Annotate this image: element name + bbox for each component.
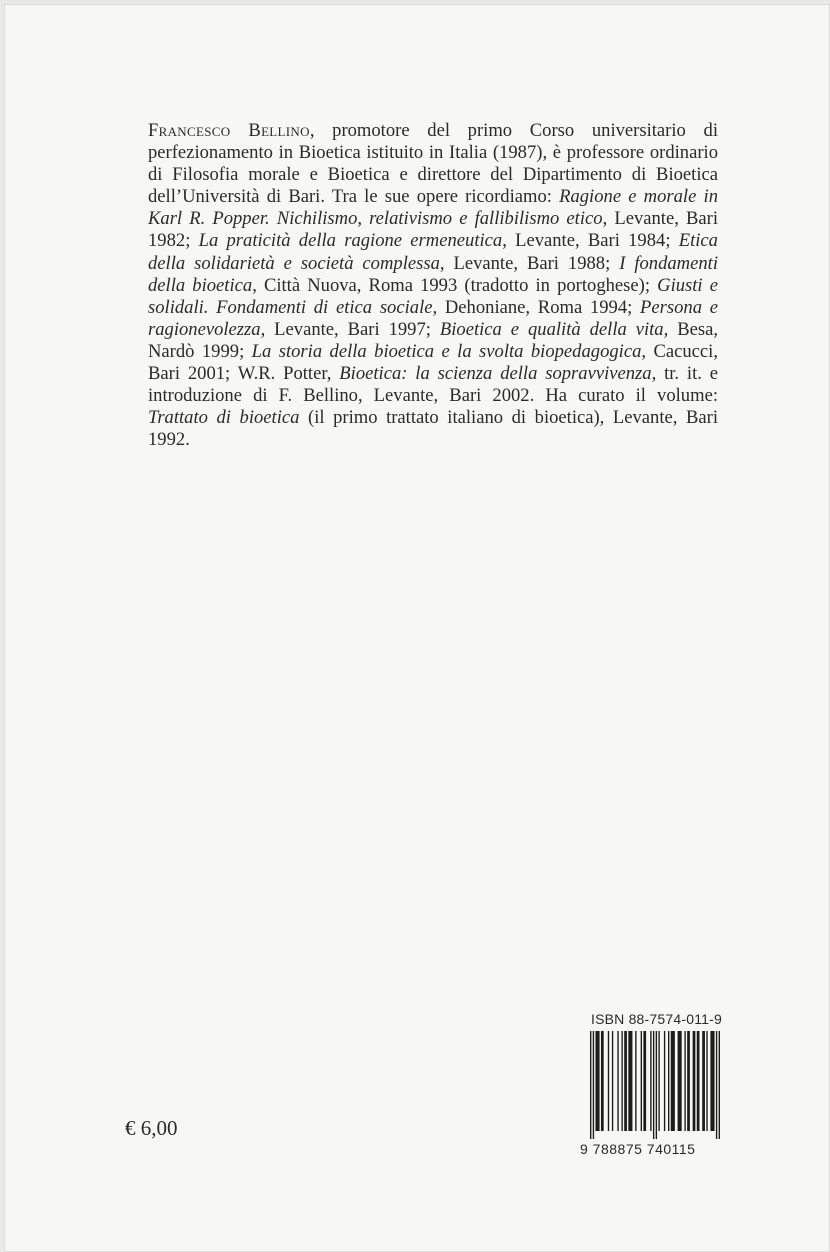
work-title: I fondamenti della bioetica <box>148 252 718 296</box>
author-name: Francesco Bellino <box>148 120 310 141</box>
barcode-bar <box>624 1031 627 1131</box>
author-biography: Francesco Bellino, promotore del primo Corso universitario di perfezionamento in Bioetica istituito in Italia (1987), è professore ordinario di Filosofia morale e Bioetica e direttore del Dipartimento di Bioetica dell’Università di Bari. Tra le sue opere ricordiamo: Ragione e morale in Karl R. Popper. Nichilismo, relativismo e fallibilismo etico, Levante, Bari 1982; La praticità della ragione ermeneutica, Levante, Bari 1984; Etica della solidarietà e società complessa, Levante, Bari 1988; I fondamenti della bioetica, Città Nuova, Roma 1993 (tradotto in portoghese); Giusti e solidali. Fondamenti di etica sociale, Dehoniane, Roma 1994; Persona e ragionevolezza, Levante, Bari 1997; Bioetica e qualità della vita, Besa, Nardò 1999; La storia della bioetica e la svolta biopedagogica, Cacucci, Bari 2001; W.R. Potter, Bioetica: la scienza della sopravvivenza, tr. it. e introduzione di F. Bellino, Levante, Bari 2002. Ha curato il volume: Trattato di bioetica (il primo trattato italiano di bioetica), Levante, Bari 1992. <box>148 120 719 451</box>
isbn-label: ISBN 88-7574-011-9 <box>591 1011 722 1027</box>
work-title: Giusti e solidali. Fondamenti di etica sociale, <box>148 274 718 318</box>
work-title: Trattato di bioetica <box>148 407 300 429</box>
barcode-bar <box>702 1031 705 1131</box>
work-title: La praticità della ragione ermeneutica <box>198 230 503 252</box>
barcode-bar <box>595 1031 599 1131</box>
barcode-bar <box>671 1031 675 1131</box>
barcode-bar <box>684 1031 685 1131</box>
barcode-number: 9 788875 740115 <box>580 1141 696 1157</box>
barcode-bar <box>601 1031 604 1131</box>
barcode-bar <box>612 1031 613 1131</box>
barcode-bar <box>656 1031 657 1139</box>
barcode-bar <box>697 1031 700 1131</box>
barcode-bar <box>668 1031 669 1131</box>
barcode-bar <box>593 1031 594 1139</box>
work-title: Bioetica e qualità della vita, <box>439 318 669 340</box>
work-title: Persona e ragionevolezza, <box>148 296 718 340</box>
barcode-bar <box>617 1031 618 1131</box>
barcode-bar <box>650 1031 651 1131</box>
barcode-bar <box>658 1031 659 1131</box>
price-label: € 6,00 <box>125 1116 178 1140</box>
barcode <box>590 1031 720 1139</box>
barcode-bar <box>710 1031 714 1131</box>
barcode-bar <box>590 1031 591 1139</box>
barcode-bar <box>635 1031 636 1131</box>
work-title: Etica della solidarietà e società complessa <box>148 230 718 274</box>
barcode-bar <box>653 1031 654 1139</box>
barcode-bar <box>719 1031 720 1139</box>
barcode-bar <box>716 1031 717 1139</box>
barcode-bar <box>643 1031 646 1131</box>
barcode-bar <box>687 1031 690 1131</box>
back-cover <box>4 4 830 1252</box>
work-title: Bioetica: la scienza della sopravvivenza, <box>339 363 657 385</box>
barcode-bar <box>628 1031 632 1131</box>
barcode-bar <box>608 1031 609 1131</box>
barcode-bar <box>678 1031 682 1131</box>
work-title: La storia della bioetica e la svolta biopedagogica, <box>251 340 647 362</box>
barcode-bar <box>706 1031 707 1131</box>
barcode-bar <box>641 1031 642 1131</box>
barcode-bar <box>664 1031 665 1131</box>
work-title: Ragione e morale in Karl R. Popper. Nichilismo, relativismo e fallibilismo etico <box>148 186 718 230</box>
barcode-bar <box>693 1031 696 1131</box>
barcode-bars <box>590 1031 720 1139</box>
barcode-bar <box>621 1031 622 1131</box>
